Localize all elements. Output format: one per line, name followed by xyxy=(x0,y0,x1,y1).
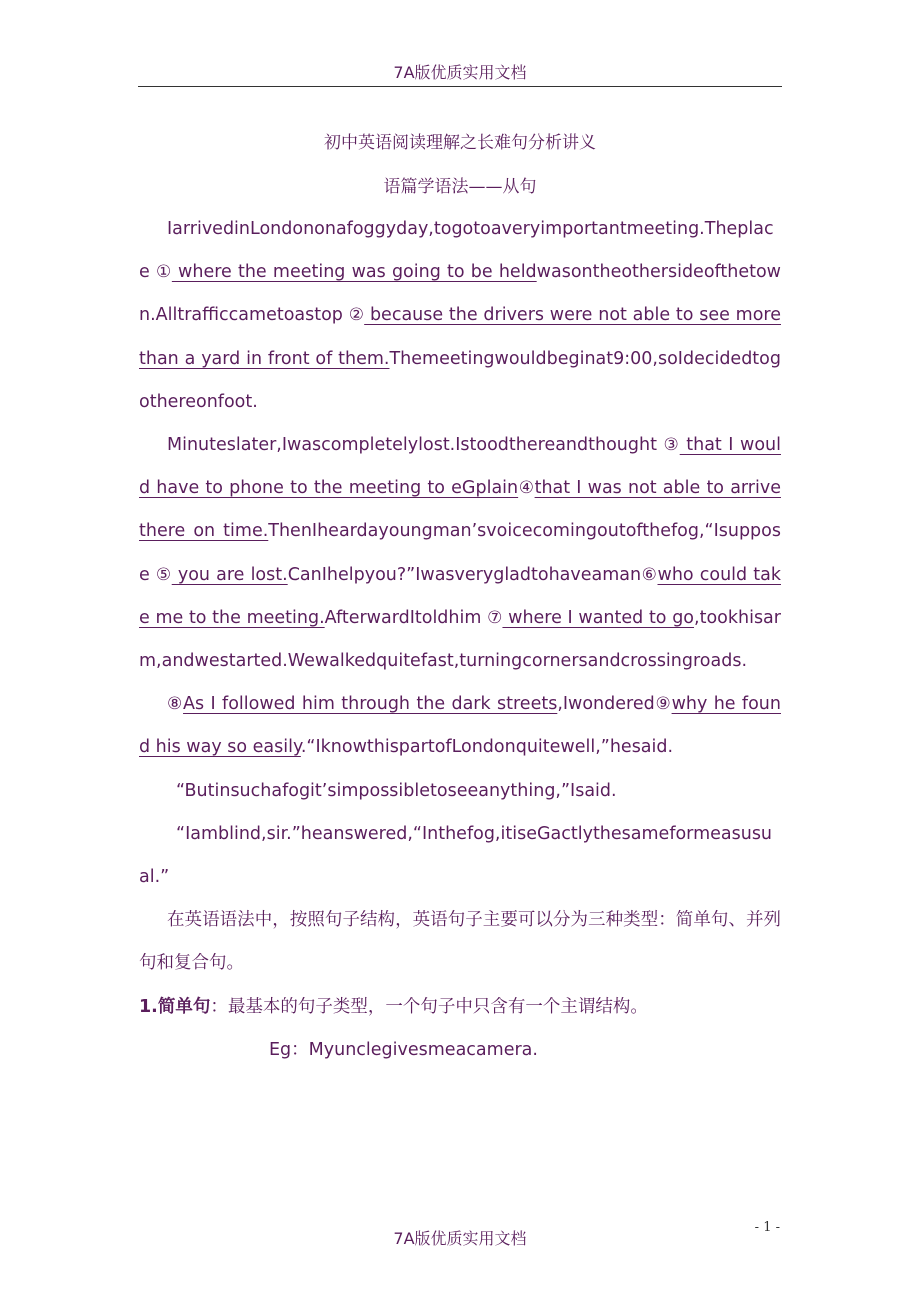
item-label: 1.简单句 xyxy=(139,996,211,1017)
underlined-clause: because the drivers were not able to see more than a yard in front of them. xyxy=(139,305,781,369)
text-run: CanIhelpyou?”Iwasverygladtohaveaman xyxy=(287,564,642,585)
page-header: 7A版优质实用文档 xyxy=(393,63,527,82)
text-run: AfterwardItoldhim xyxy=(324,607,488,628)
document-subtitle: 语篇学语法——从句 xyxy=(383,177,537,197)
text-run: ,tookhisarm,andwestarted.Wewalkedquitefast,turningcornersandcrossingroads. xyxy=(139,607,781,672)
underlined-clause: that I was not able to arrive there on time. xyxy=(139,478,781,542)
text-run: ,Iwondered xyxy=(557,694,655,715)
passage-paragraph-2 xyxy=(139,424,781,683)
clause-number: ② xyxy=(348,305,365,326)
document-title: 初中英语阅读理解之长难句分析讲义 xyxy=(324,133,596,153)
clause-number: ⑤ xyxy=(155,564,172,585)
grammar-intro: 在英语语法中，按照句子结构，英语句子主要可以分为三种类型：简单句、并列句和复合句。 xyxy=(139,910,781,974)
underlined-clause: who could take me to the meeting. xyxy=(139,564,781,628)
example-sentence: Eg：Myunclegivesmeacamera. xyxy=(269,1039,538,1060)
clause-number: ③ xyxy=(663,435,680,456)
text-run: Minuteslater,Iwascompletelylost.Istoodthereandthought xyxy=(167,435,664,456)
clause-number: ⑧ xyxy=(167,694,184,715)
text-run: wasontheothersideofthetown.Alltrafficcametoastop xyxy=(139,262,781,326)
text-run: IarrivedinLondononafoggyday,togotoaveryimportantmeeting.Theplace xyxy=(139,219,774,283)
header-divider xyxy=(138,86,782,87)
underlined-clause: where the meeting was going to be held xyxy=(171,262,537,283)
clause-number: ④ xyxy=(518,478,535,499)
passage-paragraph-3 xyxy=(139,683,781,769)
grammar-item-simple-sentence xyxy=(139,986,781,1029)
underlined-clause: As I followed him through the dark streets xyxy=(183,694,558,715)
text-run: .“IknowthispartofLondonquitewell,”hesaid. xyxy=(300,737,674,758)
clause-number: ① xyxy=(155,262,172,283)
passage-paragraph-5: “Iamblind,sir.”heanswered,“Inthefog,itiseGactlythesameformeasusual.” xyxy=(139,823,773,888)
underlined-clause: you are lost. xyxy=(171,564,288,585)
page-footer: 7A版优质实用文档 xyxy=(393,1229,527,1248)
passage-paragraph-4: “Butinsuchafogit’simpossibletoseeanything,”Isaid. xyxy=(176,780,617,801)
passage-paragraph-1 xyxy=(139,208,781,424)
underlined-clause: why he found his way so easily xyxy=(139,694,781,758)
underlined-clause: that I would have to phone to the meeting to eGplain xyxy=(139,435,781,499)
clause-number: ⑥ xyxy=(641,564,658,585)
page-number: - 1 - xyxy=(754,1220,780,1235)
item-text: ：最基本的句子类型，一个句子中只含有一个主谓结构。 xyxy=(210,996,648,1017)
clause-number: ⑦ xyxy=(487,607,503,628)
underlined-clause: where I wanted to go xyxy=(502,607,695,628)
document-body xyxy=(139,208,781,1072)
clause-number: ⑨ xyxy=(654,694,672,715)
text-run: ThenIheardayoungman’svoicecomingoutofthefog,“Isuppose xyxy=(139,521,781,585)
text-run: Themeetingwouldbeginat9:00,soIdecidedtogothereonfoot. xyxy=(139,348,781,412)
